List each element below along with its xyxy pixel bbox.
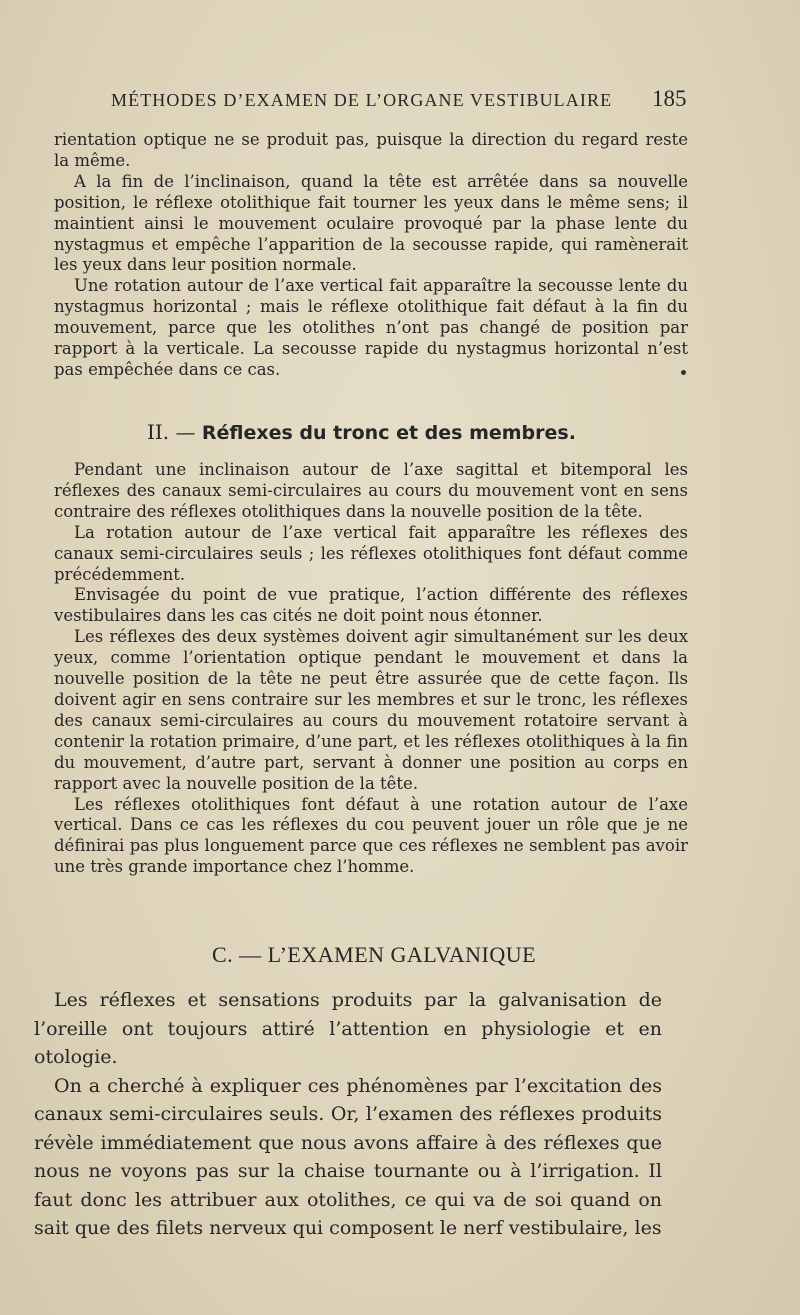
paragraph: Les réflexes des deux systèmes doivent agir simultanément sur les deux yeux, comme l’orientation optique pendant le mouvement et dans la nouvelle position de la tête ne peut être assurée que de cette façon. Ils doivent agir en sens contraire sur les membres et sur le tronc, les réflexes des canaux semi-circulaires au cours du mouvement rotatoire servant à contenir la rotation primaire, d’une part, et les réflexes otolithiques à la fin du mouvement, d’autre part, servant à donner une position au corps en rapport avec la nouvelle position de la tête. [54, 627, 688, 793]
bottom-text-block [34, 986, 662, 1243]
paragraph: Envisagée du point de vue pratique, l’action différente des réflexes vestibulaires dans les cas cités ne doit point nous étonner. [54, 585, 688, 626]
paragraph: Pendant une inclinaison autour de l’axe sagittal et bitemporal les réflexes des canaux semi-circulaires au cours du mouvement vont en sens contraire des réflexes otolithiques dans la nouvelle position de la tête. [54, 460, 688, 521]
paragraph: Les réflexes et sensations produits par la galvanisation de l’oreille ont toujours attiré l’attention en physiologie et en otologie. [34, 989, 662, 1068]
section-heading [147, 420, 647, 444]
paragraph: On a cherché à expliquer ces phénomènes par l’excitation des canaux semi-circulaires seuls. Or, l’examen des réflexes produits révèle immédiatement que nous avons affaire à des réflexes que nous ne voyons pas sur la chaise tournante ou à l’irrigation. Il faut donc les attribuer aux otolithes, ce qui va de soi quand on sait que des filets nerveux qui composent le nerf vestibulaire, les [34, 1074, 662, 1239]
paragraph: Les réflexes otolithiques font défaut à une rotation autour de l’axe vertical. Dans ce cas les réflexes du cou peuvent jouer un rôle que je ne définirai pas plus longuement parce que ces réflexes ne semblent pas avoir une très grande importance chez l’homme. [54, 794, 688, 877]
page-number: 185 [652, 86, 687, 111]
middle-text-block [54, 460, 688, 878]
paragraph: rientation optique ne se produit pas, puisque la direction du regard reste la même. [54, 130, 688, 170]
paragraph: La rotation autour de l’axe vertical fait apparaître les réflexes des canaux semi-circulaires seuls ; les réflexes otolithiques font défaut comme précédemment. [54, 522, 688, 584]
section-title: Réflexes du tronc et des membres. [201, 422, 576, 444]
top-text-block [54, 130, 688, 381]
paragraph: Une rotation autour de l’axe vertical fait apparaître la secousse lente du nystagmus horizontal ; mais le réflexe otolithique fait défaut à la fin du mouvement, parce que les otolithes n’ont pas changé de position par rapport à la verticale. La secousse rapide du nystagmus horizontal n’est pas empêchée dans ce cas. [54, 276, 688, 379]
ink-mark [681, 370, 686, 375]
running-header: MÉTHODES D’EXAMEN DE L’ORGANE VESTIBULAIRE [111, 90, 613, 110]
paragraph: A la fin de l’inclinaison, quand la tête est arrêtée dans sa nouvelle position, le réflexe otolithique fait tourner les yeux dans le même sens; il maintient ainsi le mouvement oculaire provoqué par la phase lente du nystagmus et empêche l’apparition de la secousse rapide, qui ramènerait les yeux dans leur position normale. [54, 171, 688, 275]
chapter-heading: C. — L’EXAMEN GALVANIQUE [212, 942, 537, 967]
section-number: II. — [147, 420, 196, 444]
